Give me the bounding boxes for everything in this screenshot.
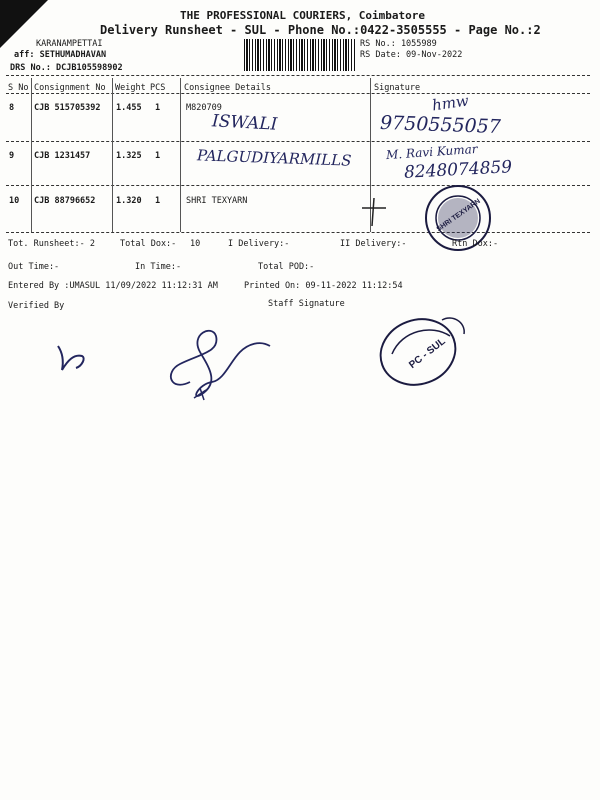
drs-number: DRS No.: DCJB105598902 (10, 63, 123, 73)
row-weight: 1.320 (116, 196, 142, 206)
staff-label: aff: SETHUMADHAVAN (14, 50, 107, 60)
total-pod: Total POD:- (258, 262, 315, 272)
handwritten-phone: 8248074859 (403, 157, 513, 183)
rtn-dox: Rtn Dox:- (452, 239, 499, 249)
verified-by: Verified By (8, 301, 65, 311)
row-pcs: 1 (155, 196, 161, 206)
row-consignment: CJB 1231457 (34, 151, 91, 161)
col-header-consignment: Consignment No (34, 83, 106, 93)
total-runsheet: Tot. Runsheet:- 2 (8, 239, 95, 249)
barcode (244, 39, 356, 71)
entered-by: Entered By :UMASUL 11/09/2022 11:12:31 AM (8, 281, 218, 291)
column-divider (31, 78, 32, 232)
pc-stamp (372, 310, 472, 390)
row-consignee: SHRI TEXYARN (186, 196, 248, 206)
in-time: In Time:- (135, 262, 182, 272)
row-divider (6, 185, 590, 186)
ii-delivery: II Delivery:- (340, 239, 407, 249)
verifier-signature (52, 338, 92, 378)
row-pcs: 1 (155, 103, 161, 113)
runsheet-title: Delivery Runsheet - SUL - Phone No.:0422-3505555 - Page No.:2 (100, 23, 541, 37)
area-label: KARANAMPETTAI (36, 39, 103, 49)
row-sno: 9 (9, 151, 15, 161)
table-header-rule (6, 93, 590, 94)
handwritten-phone: 9750555057 (379, 111, 502, 139)
i-delivery: I Delivery:- (228, 239, 290, 249)
column-divider (112, 78, 113, 232)
row-sno: 8 (9, 103, 15, 113)
total-dox-value: 10 (190, 239, 201, 249)
column-divider (180, 78, 181, 232)
total-dox-label: Total Dox:- (120, 239, 177, 249)
out-time: Out Time:- (8, 262, 60, 272)
col-header-sno: S No (8, 83, 29, 93)
handwritten-signature: M. Ravi Kumar (385, 141, 478, 163)
handwritten-consignee-name: ISWALI (211, 111, 278, 135)
rs-date: RS Date: 09-Nov-2022 (360, 50, 463, 60)
row-weight: 1.455 (116, 103, 142, 113)
table-top-rule (6, 75, 590, 76)
row-consignee: M820709 (186, 103, 222, 113)
row-consignment: CJB 88796652 (34, 196, 96, 206)
row-divider (6, 141, 590, 142)
row-sno: 10 (9, 196, 20, 206)
table-bottom-rule (6, 232, 590, 233)
tick-mark (360, 196, 390, 228)
stamp-text: SHRI TEXYARN (435, 197, 482, 234)
rs-number: RS No.: 1055989 (360, 39, 437, 49)
pc-stamp-text: PC - SUL (407, 335, 448, 372)
handwritten-signature: hmw (430, 91, 470, 115)
row-weight: 1.325 (116, 151, 142, 161)
handwritten-consignee-name: PALGUDIYARMILLS (196, 146, 352, 170)
row-pcs: 1 (155, 151, 161, 161)
col-header-pcs: PCS (150, 83, 166, 93)
col-header-signature: Signature (374, 83, 421, 93)
col-header-consignee: Consignee Details (184, 83, 271, 93)
staff-signature-label: Staff Signature (268, 299, 345, 309)
row-consignment: CJB 515705392 (34, 103, 101, 113)
col-header-weight: Weight (115, 83, 146, 93)
company-title: THE PROFESSIONAL COURIERS, Coimbatore (180, 9, 426, 22)
staff-signature (160, 322, 280, 404)
printed-on: Printed On: 09-11-2022 11:12:54 (244, 281, 403, 291)
